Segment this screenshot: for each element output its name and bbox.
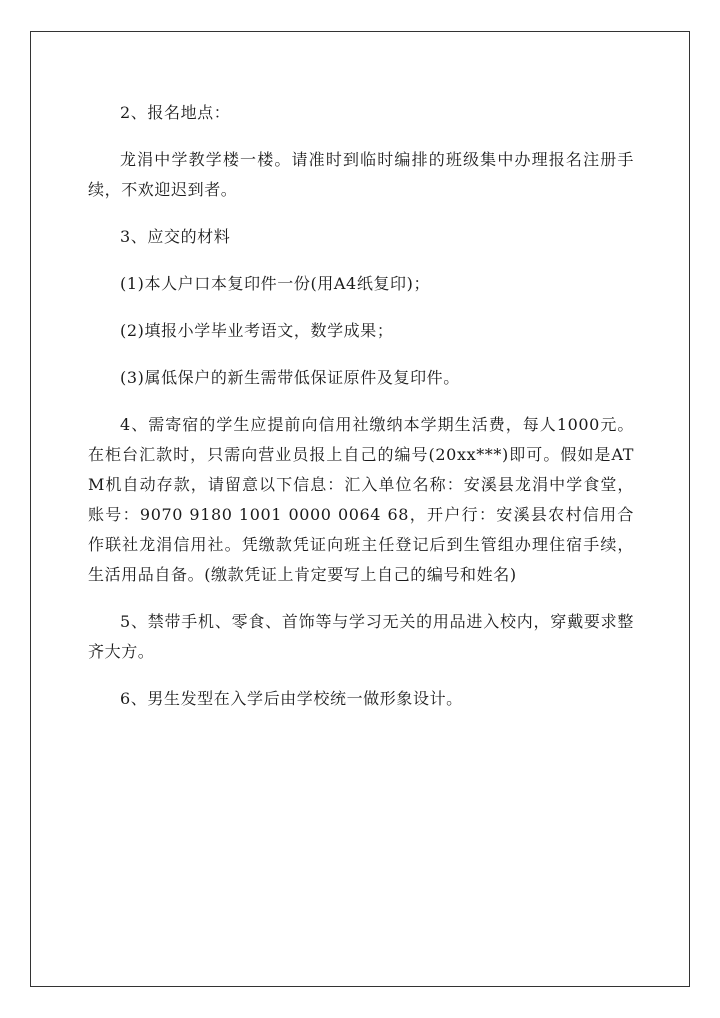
paragraph-boarding-fees: 4、需寄宿的学生应提前向信用社缴纳本学期生活费，每人1000元。在柜台汇款时，只需向营业员报上自己的编号(20xx***)即可。假如是ATM机自动存款，请留意以下信息：汇入单位名称：安溪县龙涓中学食堂，账号：9070 9180 1001 0000 0064 68，开户行：安溪县农村信用合作联社龙涓信用社。凭缴款凭证向班主任登记后到生管组办理住宿手续，生活用品自备。(缴款凭证上肯定要写上自己的编号和姓名)	[88, 415, 634, 584]
paragraph-registration-location: 龙涓中学教学楼一楼。请准时到临时编排的班级集中办理报名注册手续，不欢迎迟到者。	[88, 150, 634, 199]
paragraph-prohibited-items: 5、禁带手机、零食、首饰等与学习无关的用品进入校内，穿戴要求整齐大方。	[88, 612, 634, 661]
paragraph-hairstyle: 6、男生发型在入学后由学校统一做形象设计。	[120, 689, 463, 708]
paragraph-material-2: (2)填报小学毕业考语文，数学成果；	[120, 321, 394, 340]
paragraph-registration-location-heading: 2、报名地点：	[120, 103, 231, 122]
paragraph-material-3: (3)属低保户的新生需带低保证原件及复印件。	[120, 368, 460, 387]
paragraph-material-1: (1)本人户口本复印件一份(用A4纸复印)；	[120, 274, 431, 293]
paragraph-materials-heading: 3、应交的材料	[120, 227, 231, 246]
document-body	[88, 98, 634, 714]
